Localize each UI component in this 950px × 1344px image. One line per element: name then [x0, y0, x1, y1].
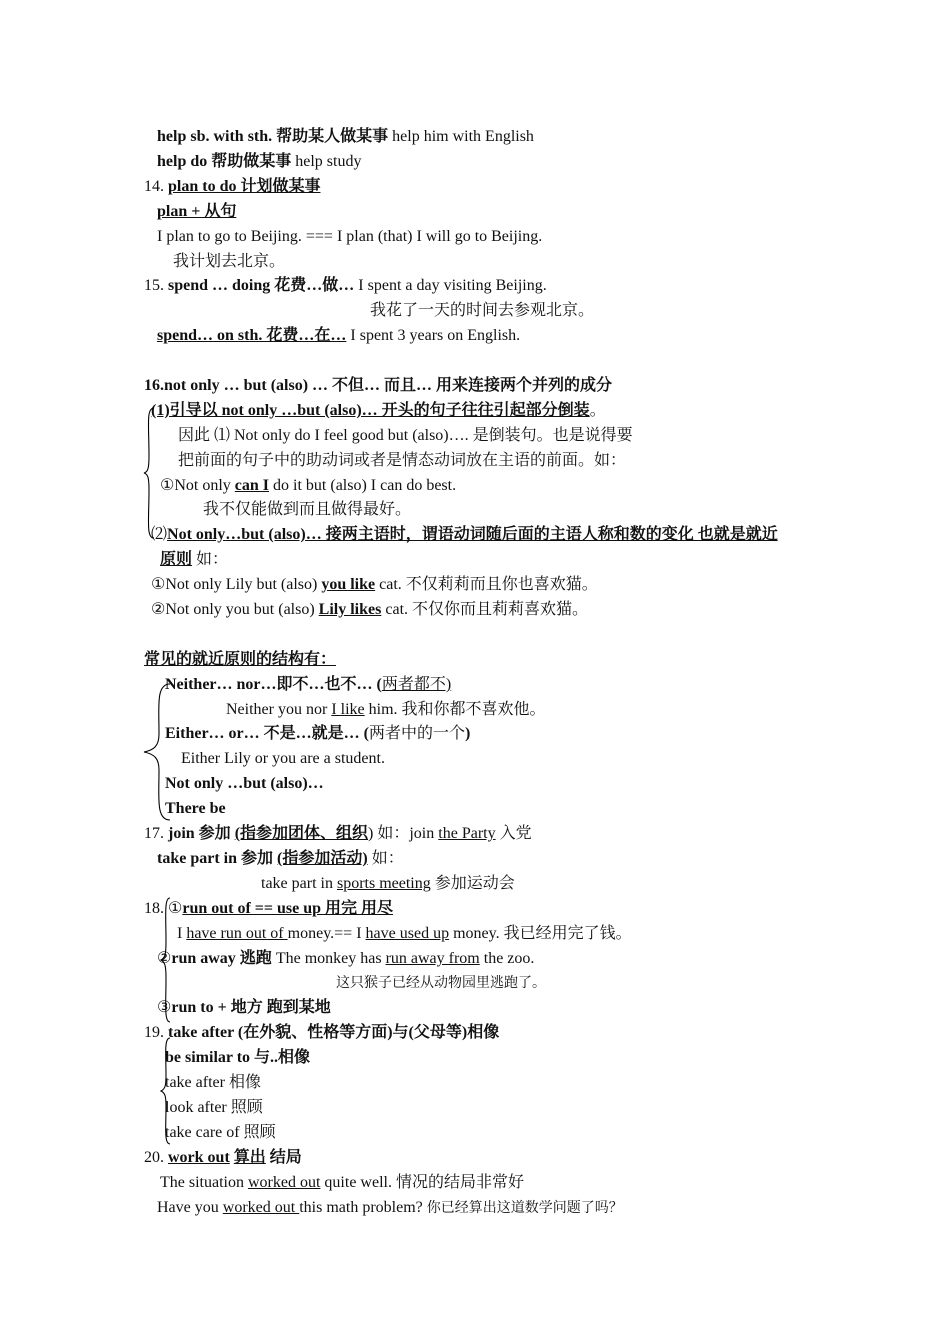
rule-2-example-1: ①Not only Lily but (also) you like cat. 不仅莉莉而且你也喜欢猫。	[151, 576, 598, 593]
proximity-heading: 常见的就近原则的结构有：	[144, 651, 337, 668]
line-be-similar-to: be similar to 与..相像	[165, 1049, 311, 1066]
line-work-out-example-1: The situation worked out quite well. 情况的结局非常好	[160, 1174, 524, 1191]
line-spend-on: spend… on sth. 花费…在… I spent 3 years on English.	[157, 327, 521, 344]
rule-2-example-2: ②Not only you but (also) Lily likes cat. 不仅你而且莉莉喜欢猫。	[151, 601, 589, 618]
brace-item-19	[158, 1036, 172, 1146]
line-take-part-example: take part in sports meeting 参加运动会	[261, 875, 515, 892]
item-18-heading: 18. ①run out of == use up 用完 用尽	[144, 900, 394, 917]
brace-item-18	[158, 896, 172, 1024]
line-run-to: ③run to + 地方 跑到某地	[157, 999, 331, 1016]
line-work-out-example-2: Have you worked out this math problem? 你已经算出这道数学问题了吗？	[157, 1199, 623, 1216]
line-run-away-translation: 这只猴子已经从动物园里逃跑了。	[336, 976, 546, 991]
item-17-heading: 17. join 参加 (指参加团体、组织) 如：join the Party 入党	[144, 825, 532, 842]
line-spend-translation: 我花了一天的时间去参观北京。	[370, 302, 595, 319]
proximity-neither-nor: Neither… nor…即不…也不… (两者都不)	[165, 676, 452, 693]
rule-2-continued: 原则 如：	[160, 551, 229, 568]
item-20-heading: 20. work out 算出 结局	[144, 1149, 302, 1166]
item-15-heading: 15. spend … doing 花费…做… I spent a day visiting Beijing.	[144, 277, 547, 294]
proximity-either-or: Either… or… 不是…就是… (两者中的一个)	[165, 725, 471, 742]
line-run-out-example: I have run out of money.== I have used up money. 我已经用完了钱。	[177, 925, 632, 942]
line-take-after: take after 相像	[165, 1074, 261, 1091]
rule-2-heading: ⑵Not only…but (also)… 接两主语时，谓语动词随后面的主语人称和数的变化 也就是就近	[151, 526, 778, 543]
line-plan-example: I plan to go to Beijing. === I plan (that) I will go to Beijing.	[157, 228, 543, 245]
line-plan-translation: 我计划去北京。	[173, 253, 286, 270]
proximity-either-example: Either Lily or you are a student.	[181, 750, 385, 767]
item-16-heading: 16.not only … but (also) … 不但… 而且… 用来连接两个并列的成分	[144, 377, 613, 394]
proximity-not-only: Not only …but (also)…	[165, 775, 324, 792]
proximity-neither-example: Neither you nor I like him. 我和你都不喜欢他。	[226, 701, 546, 718]
line-run-away: ②run away 逃跑 The monkey has run away from the zoo.	[157, 950, 535, 967]
line-take-part-in: take part in 参加 (指参加活动) 如：	[157, 850, 404, 867]
line-help-do: help do 帮助做某事 help study	[157, 153, 362, 170]
rule-1-explanation-2: 把前面的句子中的助动词或者是情态动词放在主语的前面。如：	[178, 452, 627, 469]
line-look-after: look after 照顾	[165, 1099, 263, 1116]
item-19-heading: 19. take after (在外貌、性格等方面)与(父母等)相像	[144, 1024, 500, 1041]
rule-1-heading: (1)引导以 not only …but (also)… 开头的句子往往引起部分倒装。	[151, 402, 606, 419]
rule-1-translation: 我不仅能做到而且做得最好。	[203, 501, 412, 518]
line-take-care-of: take care of 照顾	[165, 1124, 276, 1141]
rule-1-example: ①Not only can I do it but (also) I can do best.	[160, 477, 457, 494]
rule-1-explanation-1: 因此 ⑴ Not only do I feel good but (also)…. 是倒装句。也是说得要	[178, 427, 633, 444]
brace-proximity	[142, 682, 172, 822]
line-help-with: help sb. with sth. 帮助某人做某事 help him with English	[157, 128, 534, 145]
line-plan-clause: plan + 从句	[157, 203, 237, 220]
proximity-there-be: There be	[165, 800, 226, 817]
item-14-heading: 14. plan to do 计划做某事	[144, 178, 321, 195]
brace-rules-16	[142, 406, 162, 540]
